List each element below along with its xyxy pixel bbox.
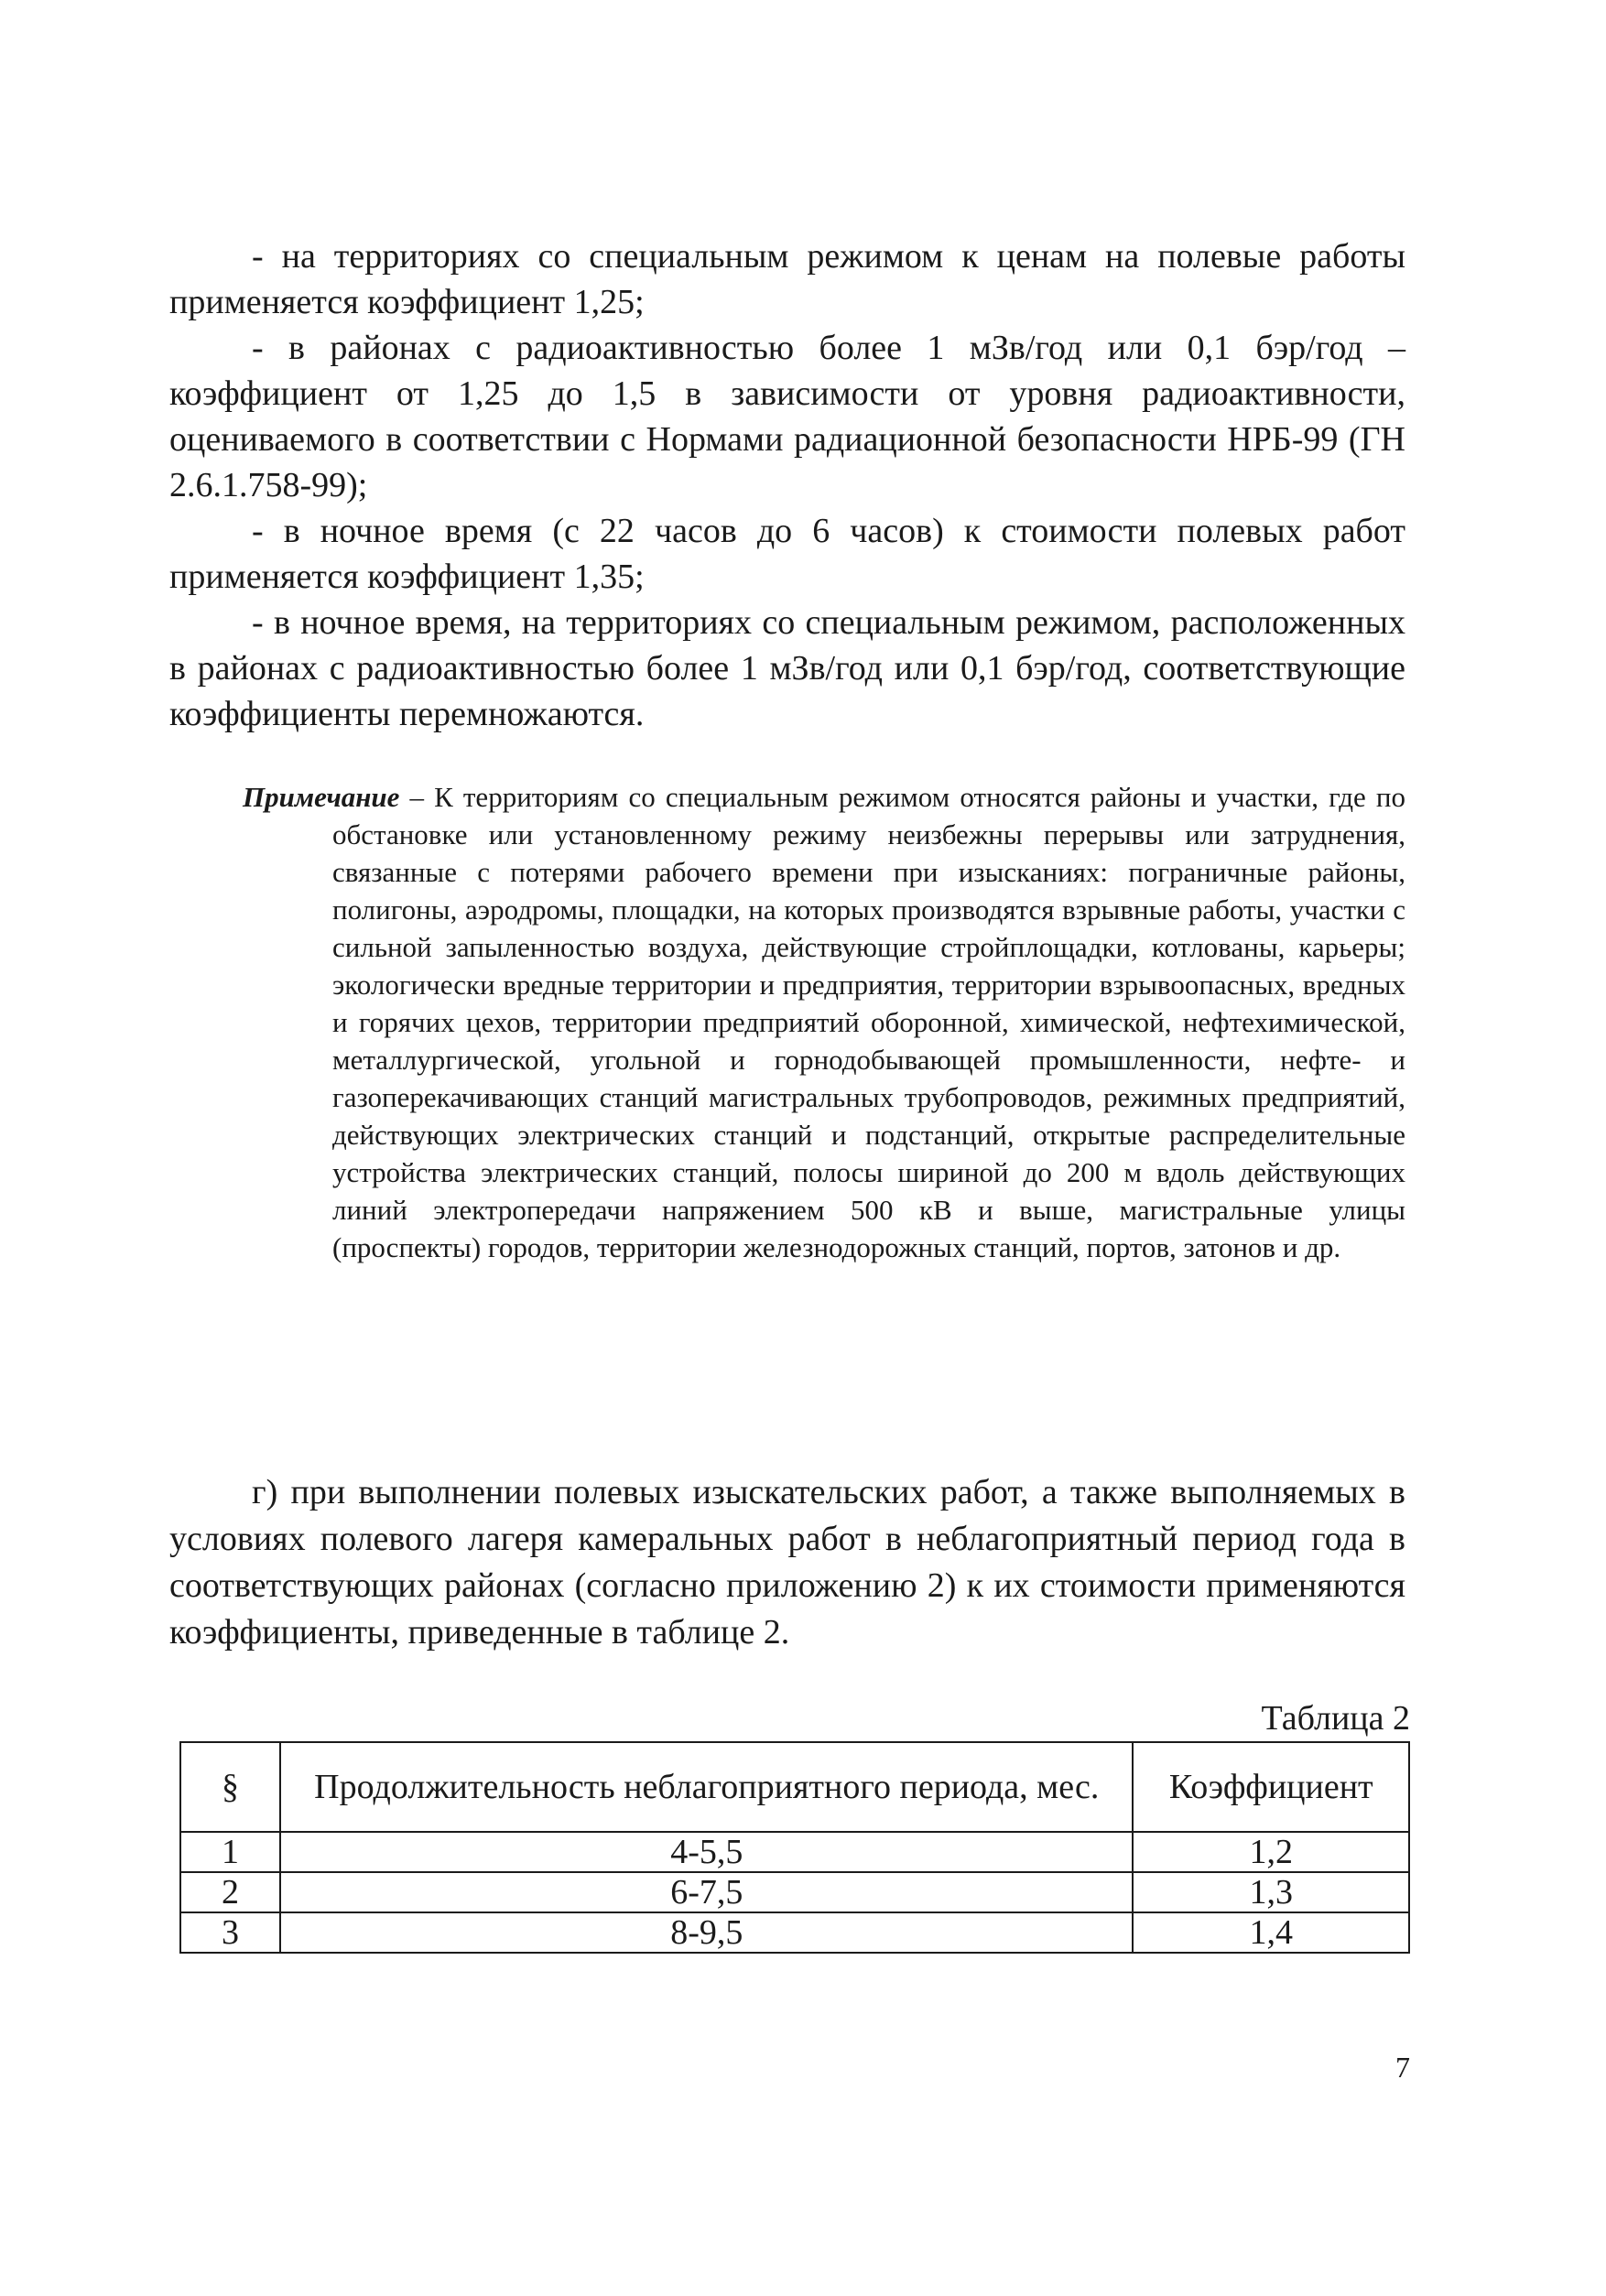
cell-duration: 8-9,5 xyxy=(280,1912,1133,1953)
cell-num: 2 xyxy=(180,1872,280,1912)
paragraph-g: г) при выполнении полевых изыскательских работ, а также выполняемых в условиях полевого лагеря камеральных работ в неблагоприятный период года в соответствующих районах (согласно приложению 2) к их стоимости применяются коэффициенты, приведенные в таблице 2. xyxy=(169,1473,1405,1652)
note-text: – К территориям со специальным режимом относятся районы и участки, где по обстановке или установленному режиму неизбежны перерывы или затруднения, связанные с потерями рабочего времени при изысканиях: пограничные районы, полигоны, аэродромы, площадки, на которых производятся взрывные работы, участки с сильной запыленностью воздуха, действующие стройплощадки, котлованы, карьеры; экологически вредные территории и предприятия, территории взрывоопасных, вредных и горячих цехов, территории предприятий оборонной, химической, нефтехимической, металлургической, угольной и горнодобывающей промышленности, нефте- и газоперекачивающих станций магистральных трубопроводов, режимных предприятий, действующих электрических станций и подстанций, открытые распределительные устройства электрических станций, полосы шириной до 200 м вдоль действующих линий электропередачи напряжением 500 кВ и выше, магистральные улицы (проспекты) городов, территории железнодорожных станций, портов, затонов и др. xyxy=(332,781,1405,1263)
header-duration: Продолжительность неблагоприятного периода, мес. xyxy=(280,1742,1133,1832)
header-coefficient: Коэффициент xyxy=(1133,1742,1409,1832)
cell-coefficient: 1,4 xyxy=(1133,1912,1409,1953)
cell-coefficient: 1,3 xyxy=(1133,1872,1409,1912)
cell-coefficient: 1,2 xyxy=(1133,1832,1409,1872)
cell-num: 1 xyxy=(180,1832,280,1872)
cell-duration: 6-7,5 xyxy=(280,1872,1133,1912)
cell-num: 3 xyxy=(180,1912,280,1953)
paragraph-g-block xyxy=(169,1469,1405,1656)
table-row xyxy=(180,1872,1409,1912)
table-row xyxy=(180,1912,1409,1953)
paragraph-night-special-regime: - в ночное время, на территориях со специальным режимом, расположенных в районах с радиоактивностью более 1 мЗв/год или 0,1 бэр/год, соответствующие коэффициенты перемножаются. xyxy=(169,603,1405,733)
paragraph-special-regime: - на территориях со специальным режимом к ценам на полевые работы применяется коэффициент 1,25; xyxy=(169,237,1405,321)
note-block xyxy=(243,778,1405,1266)
header-num: § xyxy=(180,1742,280,1832)
cell-duration: 4-5,5 xyxy=(280,1832,1133,1872)
paragraph-radioactivity: - в районах с радиоактивностью более 1 мЗв/год или 0,1 бэр/год – коэффициент от 1,25 до 1,5 в зависимости от уровня радиоактивности, оцениваемого в соответствии с Нормами радиационной безопасности НРБ-99 (ГН 2.6.1.758-99); xyxy=(169,329,1405,504)
paragraph-night-time: - в ночное время (с 22 часов до 6 часов) к стоимости полевых работ применяется коэффициент 1,35; xyxy=(169,512,1405,596)
main-text-block xyxy=(169,233,1405,737)
table-caption: Таблица 2 xyxy=(1261,1699,1410,1738)
coefficient-table xyxy=(179,1741,1410,1954)
note-label: Примечание xyxy=(243,781,400,813)
note-paragraph xyxy=(243,778,1405,1266)
table-row xyxy=(180,1832,1409,1872)
page-number: 7 xyxy=(1395,2051,1410,2084)
table-header-row xyxy=(180,1742,1409,1832)
